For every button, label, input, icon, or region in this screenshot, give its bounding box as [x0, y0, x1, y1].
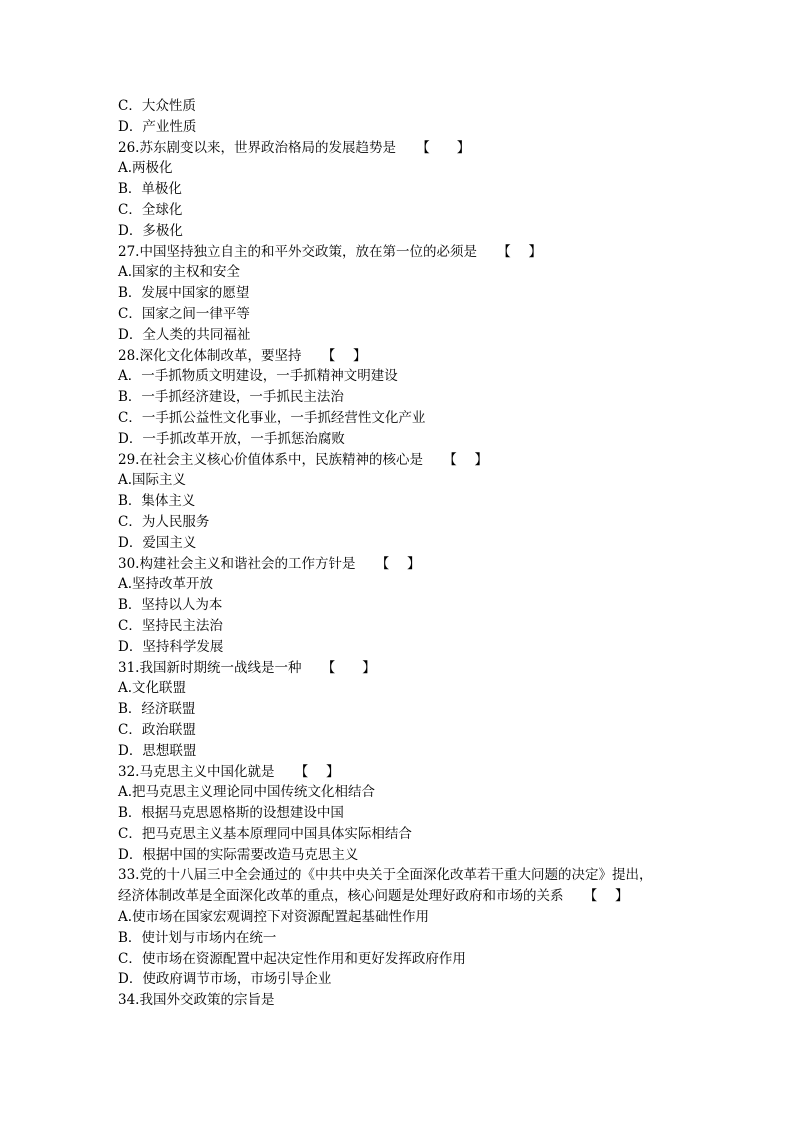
question-stem: 32.马克思主义中国化就是 【 】	[118, 763, 340, 780]
option-c: C．使市场在资源配置中起决定性作用和更好发挥政府作用	[118, 950, 466, 967]
option-a: A.使市场在国家宏观调控下对资源配置起基础性作用	[118, 909, 430, 926]
option-a: A.坚持改革开放	[118, 576, 214, 593]
option-a: A.文化联盟	[118, 680, 187, 697]
question-stem: 30.构建社会主义和谐社会的工作方针是 【 】	[118, 555, 421, 572]
option-b: B．一手抓经济建设，一手抓民主法治	[118, 389, 344, 406]
option-d: D．坚持科学发展	[118, 638, 224, 655]
question-stem: 34.我国外交政策的宗旨是	[118, 992, 275, 1009]
option-b: B．根据马克思恩格斯的设想建设中国	[118, 805, 344, 822]
option-a: A.国际主义	[118, 472, 187, 489]
option-c: C．为人民服务	[118, 513, 210, 530]
option-c: C．全球化	[118, 201, 183, 218]
question-stem: 26.苏东剧变以来，世界政治格局的发展趋势是 【 】	[118, 139, 471, 156]
text-line: C．大众性质	[118, 98, 196, 114]
option-d: D．爱国主义	[118, 534, 197, 551]
option-b: B．坚持以人为本	[118, 597, 223, 614]
option-c: C．把马克思主义基本原理同中国具体实际相结合	[118, 825, 412, 842]
question-stem: 31.我国新时期统一战线是一种 【 】	[118, 659, 376, 676]
text-line: D．产业性质	[118, 118, 197, 135]
option-a: A.把马克思主义理论同中国传统文化相结合	[118, 784, 376, 801]
option-c: C．国家之间一律平等	[118, 305, 250, 322]
option-a: A.国家的主权和安全	[118, 264, 241, 281]
question-stem-continued: 经济体制改革是全面深化改革的重点，核心问题是处理好政府和市场的关系 【 】	[118, 888, 629, 905]
option-d: D．使政府调节市场，市场引导企业	[118, 971, 332, 988]
option-d: D．多极化	[118, 222, 183, 239]
option-d: D．一手抓改革开放，一手抓惩治腐败	[118, 430, 345, 447]
option-a: A.两极化	[118, 160, 173, 177]
option-b: B．经济联盟	[118, 701, 196, 718]
option-d: D．根据中国的实际需要改造马克思主义	[118, 846, 359, 863]
question-stem: 28.深化文化体制改革，要坚持 【 】	[118, 347, 367, 364]
question-stem: 27.中国坚持独立自主的和平外交政策，放在第一位的必须是 【 】	[118, 243, 543, 260]
option-c: C．一手抓公益性文化事业，一手抓经营性文化产业	[118, 409, 426, 426]
option-b: B．集体主义	[118, 493, 196, 510]
option-c: C．政治联盟	[118, 721, 196, 738]
document-page	[118, 96, 718, 1011]
question-stem: 29.在社会主义核心价值体系中，民族精神的核心是 【 】	[118, 451, 489, 468]
option-b: B．使计划与市场内在统一	[118, 929, 277, 946]
option-a: A．一手抓物质文明建设，一手抓精神文明建设	[118, 368, 398, 385]
option-d: D．思想联盟	[118, 742, 197, 759]
option-b: B．发展中国家的愿望	[118, 285, 250, 302]
option-c: C．坚持民主法治	[118, 617, 223, 634]
question-stem: 33.党的十八届三中全会通过的《中共中央关于全面深化改革若干重大问题的决定》提出，	[118, 867, 653, 884]
option-d: D．全人类的共同福祉	[118, 326, 251, 343]
option-b: B．单极化	[118, 181, 182, 198]
